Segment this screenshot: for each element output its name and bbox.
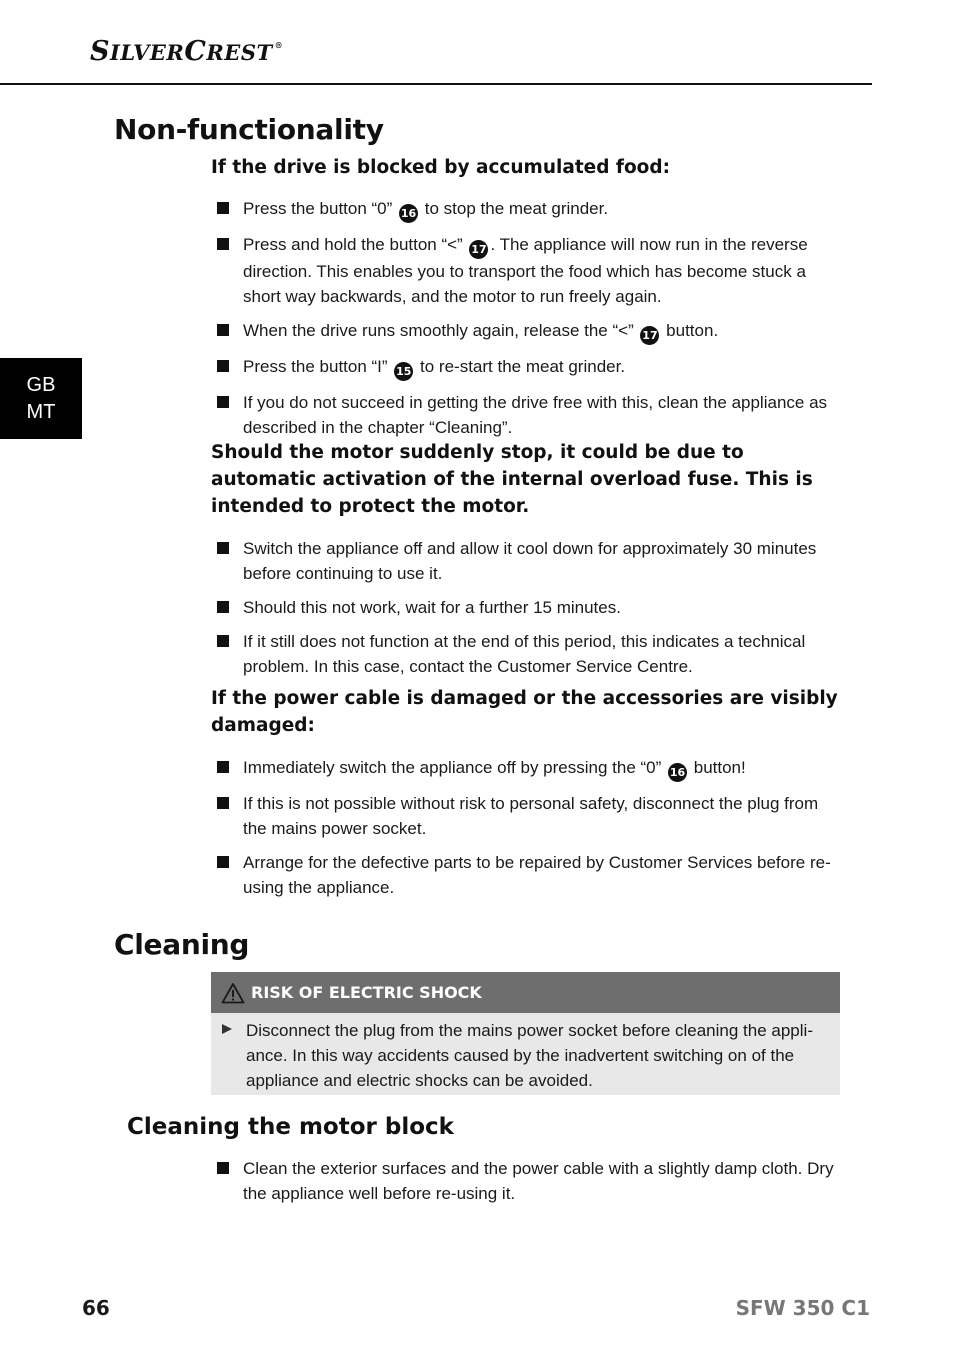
bullet-square [217, 761, 229, 773]
page-number: 66 [82, 1296, 110, 1320]
list-item: Switch the appliance off and allow it cool down for approximately 30 minutes before continuing to use it. [211, 536, 841, 586]
model-number: SFW 350 C1 [735, 1296, 870, 1320]
list-item: Press the button “I” 15 to re-start the meat grinder. [211, 354, 841, 381]
bullet-square [217, 856, 229, 868]
warning-box [211, 972, 840, 1095]
warning-triangle-icon [221, 982, 245, 1004]
warning-text: Disconnect the plug from the mains power socket before cleaning the appli-ance. In this way accidents caused by the inadvertent switching on of the appliance and electric shocks can be avoided. [246, 1021, 813, 1090]
bullet-square [217, 360, 229, 372]
bullet-square [217, 396, 229, 408]
part-number-badge: 16 [668, 763, 687, 782]
bullet-square [217, 238, 229, 250]
list-motor-block [211, 1156, 841, 1215]
bullet-square [217, 324, 229, 336]
part-number-badge: 15 [394, 362, 413, 381]
list-motor-stop [211, 536, 841, 688]
header-rule [0, 83, 872, 85]
list-item: Arrange for the defective parts to be repaired by Customer Services before re-using the appliance. [211, 850, 841, 900]
warning-label: RISK OF ELECTRIC SHOCK [251, 983, 482, 1002]
list-item: If you do not succeed in getting the drive free with this, clean the appliance as described in the chapter “Cleaning”. [211, 390, 841, 440]
list-item: When the drive runs smoothly again, release the “<” 17 button. [211, 318, 841, 345]
arrow-right-icon [222, 1024, 232, 1034]
list-power-cable-damaged [211, 755, 841, 909]
bullet-square [217, 635, 229, 647]
bullet-square [217, 797, 229, 809]
list-item: If it still does not function at the end of this period, this indicates a technical problem. In this case, contact the Customer Service Centre. [211, 629, 841, 679]
subheading-drive-blocked: If the drive is blocked by accumulated food: [211, 157, 671, 178]
list-item: Clean the exterior surfaces and the power cable with a slightly damp cloth. Dry the appliance well before re-using it. [211, 1156, 841, 1206]
subsection-title-motor-block: Cleaning the motor block [127, 1114, 454, 1140]
list-item: Should this not work, wait for a further 15 minutes. [211, 595, 841, 620]
bullet-square [217, 542, 229, 554]
part-number-badge: 17 [640, 326, 659, 345]
part-number-badge: 17 [469, 240, 488, 259]
warning-body [211, 1013, 840, 1093]
section-title-cleaning: Cleaning [114, 928, 250, 961]
warning-header [211, 972, 840, 1013]
bullet-square [217, 1162, 229, 1174]
list-item: If this is not possible without risk to personal safety, disconnect the plug from the mains power socket. [211, 791, 841, 841]
list-item: Immediately switch the appliance off by pressing the “0” 16 button! [211, 755, 841, 782]
list-item: Press the button “0” 16 to stop the meat grinder. [211, 196, 841, 223]
section-title-non-functionality: Non-functionality [114, 113, 384, 146]
list-item: Press and hold the button “<” 17 . The appliance will now run in the reverse direction. This enables you to transport the food which has become stuck a short way backwards, and the motor to run freely again. [211, 232, 841, 309]
language-tab: GB MT [0, 358, 82, 439]
subheading-power-cable-damaged: If the power cable is damaged or the accessories are visibly damaged: [211, 688, 838, 736]
bullet-square [217, 601, 229, 613]
list-drive-blocked [211, 196, 841, 449]
subheading-motor-stop: Should the motor suddenly stop, it could be due to automatic activation of the internal overload fuse. This is intended to protect the motor. [211, 442, 813, 517]
bullet-square [217, 202, 229, 214]
part-number-badge: 16 [399, 204, 418, 223]
brand-logo: SILVERCREST ® [90, 36, 284, 67]
